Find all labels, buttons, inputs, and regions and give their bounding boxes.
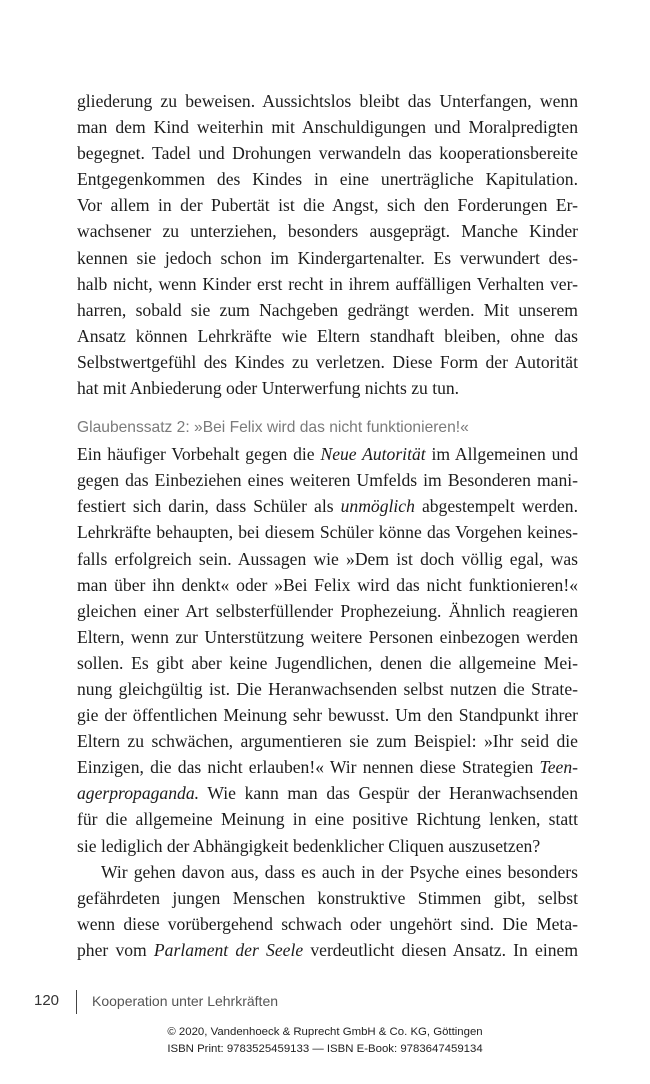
- paragraph-2: [77, 441, 578, 859]
- text-span: pher vom: [77, 939, 154, 960]
- text-line: für die allgemeine Meinung in eine positive Richtung lenken, statt: [77, 809, 578, 830]
- text-line: [77, 493, 578, 519]
- text-line: wenn diese vorübergehend schwach oder ungehört sind. Die Meta-: [77, 913, 578, 934]
- text-line: hat mit Anbiederung oder Unterwerfung nichts zu tun.: [77, 378, 460, 399]
- text-line: gliederung zu beweisen. Aussichtslos bleibt das Unterfangen, wenn: [77, 91, 578, 111]
- text-line: halb nicht, wenn Kinder erst recht in ihrem auffälligen Verhalten ver-: [77, 273, 578, 294]
- emphasis: Teen-: [539, 757, 578, 778]
- text-line: wachsener zu unterziehen, besonders ausgeprägt. Manche Kinder: [77, 221, 578, 242]
- text-line: Ansatz können Lehrkräfte wie Eltern standhaft bleiben, ohne das: [77, 325, 578, 346]
- text-line: sie lediglich der Abhängigkeit bedenklicher Cliquen auszusetzen?: [77, 835, 541, 856]
- emphasis: Parlament der Seele: [153, 939, 304, 960]
- text-span: Ein häufiger Vorbehalt gegen die: [77, 444, 321, 465]
- page-body: [77, 88, 578, 963]
- text-line: falls erfolgreich sein. Aussagen wie »Dem ist doch völlig egal, was: [77, 548, 578, 569]
- text-span: Wie kann man das Gespür der Heranwachsenden: [199, 783, 578, 804]
- text-line: Wir gehen davon aus, dass es auch in der Psyche eines besonders: [101, 861, 578, 882]
- text-line: gleichen einer Art selbsterfüllender Prophezeiung. Ähnlich reagieren: [77, 600, 578, 621]
- text-span: Einzigen, die das nicht erlauben!« Wir nennen diese Strategien: [77, 757, 540, 778]
- text-line: man über ihn denkt« oder »Bei Felix wird das nicht funktionieren!«: [77, 574, 578, 595]
- text-span: im Allgemeinen und: [425, 444, 578, 465]
- text-line: nung gleichgültig ist. Die Heranwachsenden selbst nutzen die Strate-: [77, 678, 578, 699]
- text-line: harren, sobald sie zum Nachgeben gedrängt werden. Mit unserem: [77, 299, 578, 320]
- text-line: [77, 754, 578, 780]
- text-line: kennen sie jedoch schon im Kindergartenalter. Es verwundert des-: [77, 247, 578, 268]
- isbn-line: ISBN Print: 9783525459133 — ISBN E-Book: 9783647459134: [167, 1043, 483, 1055]
- text-line: sollen. Es gibt aber keine Jugendlichen, denen die allgemeine Mei-: [77, 652, 578, 673]
- text-line: Eltern, wenn zur Unterstützung weitere Personen einbezogen werden: [77, 626, 578, 647]
- copyright-line: © 2020, Vandenhoeck & Ruprecht GmbH & Co. KG, Göttingen: [167, 1026, 483, 1038]
- text-line: gefährdeten jungen Menschen konstruktive Stimmen gibt, selbst: [77, 887, 578, 908]
- text-line: man dem Kind weiterhin mit Anschuldigungen und Moralpredigten: [77, 117, 578, 138]
- text-line: [77, 780, 578, 806]
- page-footer: [0, 990, 650, 1016]
- text-line: [77, 441, 578, 467]
- text-span: verdeutlicht diesen Ansatz. In einem: [303, 939, 579, 960]
- text-line: [77, 937, 578, 963]
- running-title: Kooperation unter Lehrkräften: [92, 993, 279, 1009]
- paragraph-1: [77, 88, 578, 401]
- page-number: 120: [34, 992, 60, 1009]
- text-line: Entgegenkommen des Kindes in eine unerträgliche Kapitulation.: [77, 169, 578, 190]
- emphasis: agerpropaganda.: [77, 783, 200, 804]
- section-heading: Glaubenssatz 2: »Bei Felix wird das nicht funktionieren!«: [77, 419, 469, 437]
- text-line: gie der öffentlichen Meinung sehr bewusst. Um den Standpunkt ihrer: [77, 705, 578, 726]
- text-line: gegen das Einbeziehen eines weiteren Umfelds im Besonderen mani-: [77, 470, 578, 491]
- text-line: begegnet. Tadel und Drohungen verwandeln das kooperationsbereite: [77, 143, 578, 164]
- text-line: Lehrkräfte behaupten, bei diesem Schüler könne das Vorgehen keines-: [77, 522, 578, 543]
- text-line: Selbstwertgefühl des Kindes zu verletzen. Diese Form der Autorität: [77, 351, 578, 372]
- text-line: Eltern zu schwächen, argumentieren sie zum Beispiel: »Ihr seid die: [77, 731, 578, 752]
- text-span: abgestempelt werden.: [414, 496, 579, 517]
- text-span: festiert sich darin, dass Schüler als: [77, 496, 341, 517]
- emphasis: unmöglich: [340, 496, 415, 517]
- emphasis: Neue Autorität: [320, 444, 426, 465]
- footer-divider: [76, 990, 77, 1014]
- paragraph-3: [77, 859, 578, 963]
- text-line: Vor allem in der Pubertät ist die Angst, sich den Forderungen Er-: [77, 195, 578, 216]
